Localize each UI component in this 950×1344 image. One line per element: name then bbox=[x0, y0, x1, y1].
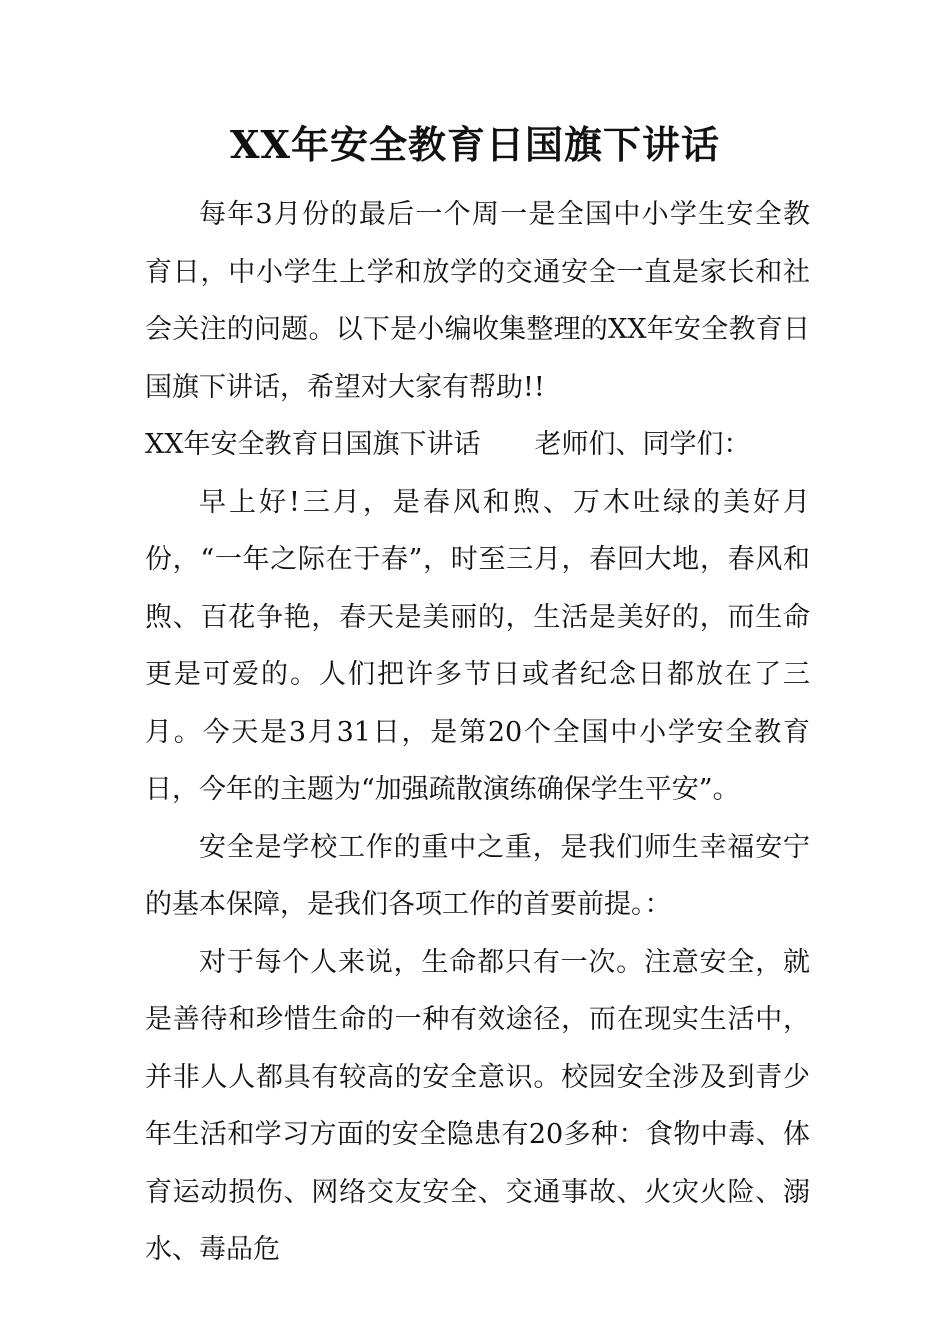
document-title: XX年安全教育日国旗下讲话 bbox=[230, 122, 720, 167]
greeting-paragraph: 早上好!三月，是春风和煦、万木吐绿的美好月份，“一年之际在于春”，时至三月，春回大地，春风和煦、百花争艳，春天是美丽的，生活是美好的，而生命更是可爱的。人们把许多节日或者纪念日都放在了三月。今天是3月31日，是第20个全国中小学安全教育日，今年的主题为“加强疏散演练确保学生平安”。 bbox=[145, 486, 810, 805]
life-once-paragraph: 对于每个人来说，生命都只有一次。注意安全，就是善待和珍惜生命的一种有效途径，而在现实生活中，并非人人都具有较高的安全意识。校园安全涉及到青少年生活和学习方面的安全隐患有20多种：食物中毒、体育运动损伤、网络交友安全、交通事故、火灾火险、溺水、毒品危 bbox=[145, 946, 810, 1265]
speech-heading-line: XX年安全教育日国旗下讲话 老师们、同学们： bbox=[145, 429, 751, 460]
intro-paragraph: 每年3月份的最后一个周一是全国中小学生安全教育日，中小学生上学和放学的交通安全一直是家长和社会关注的问题。以下是小编收集整理的XX年安全教育日国旗下讲话，希望对大家有帮助!! bbox=[145, 199, 810, 403]
safety-importance-paragraph: 安全是学校工作的重中之重，是我们师生幸福安宁的基本保障，是我们各项工作的首要前提。： bbox=[145, 831, 810, 920]
document-body bbox=[145, 186, 810, 1279]
